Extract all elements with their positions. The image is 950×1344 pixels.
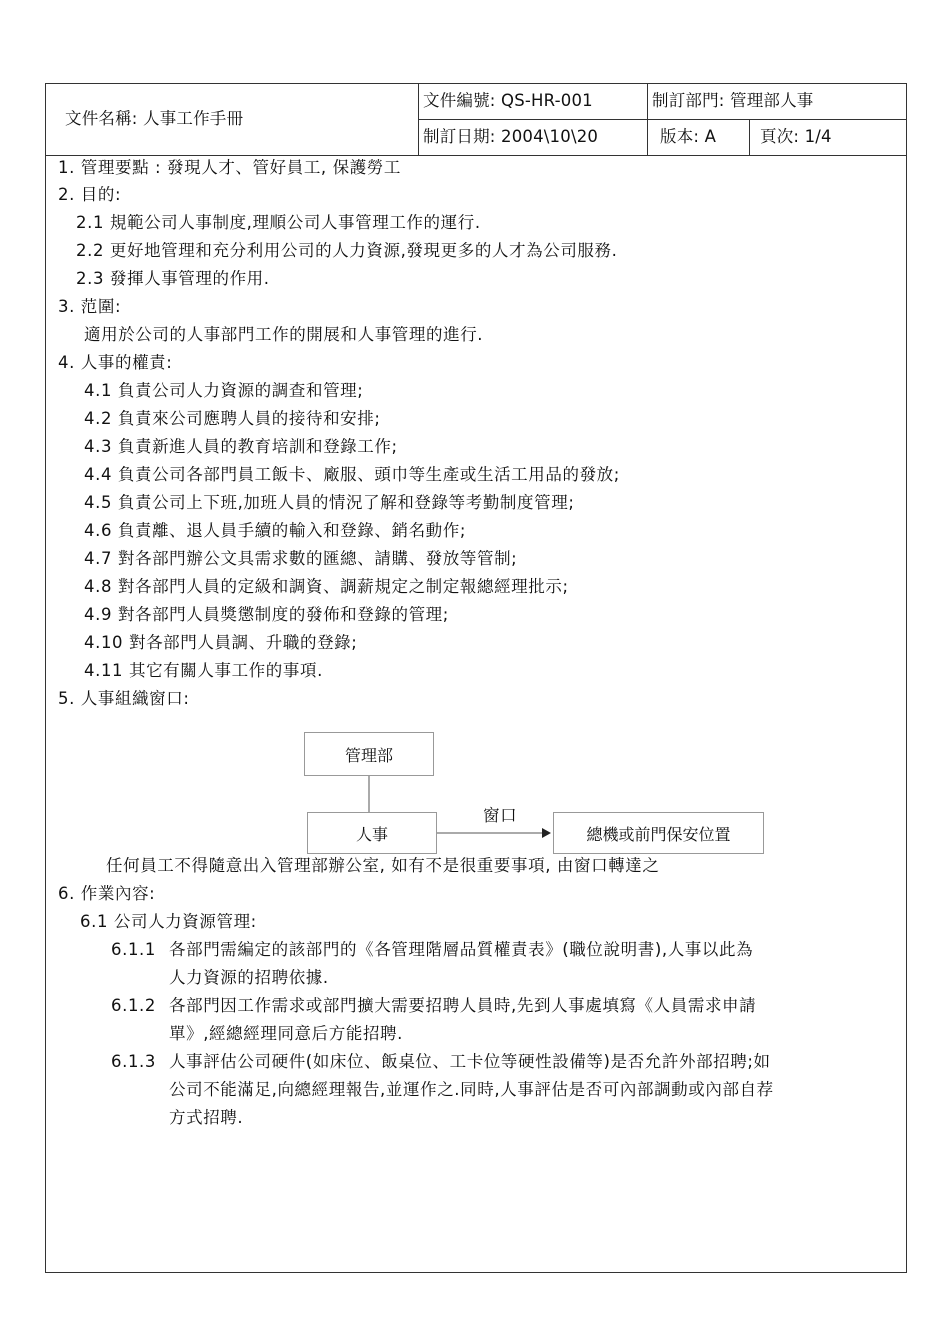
diagram-label: 總機或前門保安位置 — [586, 824, 731, 844]
section-6-1-1-line-2: 人力資源的招聘依據. — [169, 968, 329, 987]
section-5-note: 任何員工不得隨意出入管理部辦公室, 如有不是很重要事項, 由窗口轉達之 — [106, 856, 660, 875]
section-6-1-3-line-1: 人事評估公司硬件(如床位、飯桌位、工卡位等硬性設備等)是否允許外部招聘;如 — [169, 1052, 771, 1071]
dept: 制訂部門: 管理部人事 — [652, 91, 814, 110]
list-item: 4.11 其它有關人事工作的事項. — [84, 661, 323, 680]
version: 版本: A — [660, 127, 717, 146]
issue-date: 制訂日期: 2004\10\20 — [423, 127, 599, 146]
section-6-1-2-line-1: 各部門因工作需求或部門擴大需要招聘人員時,先到人事處填寫《人員需求申請 — [169, 996, 757, 1015]
list-item: 4.2 負責來公司應聘人員的接待和安排; — [84, 409, 381, 428]
section-6-1-2-line-2: 單》,經總經理同意后方能招聘. — [169, 1024, 403, 1043]
section-3-heading: 3. 范圍: — [58, 297, 122, 316]
diagram-label: 人事 — [355, 824, 388, 844]
section-2-3: 2.3 發揮人事管理的作用. — [76, 269, 270, 288]
section-2-heading: 2. 目的: — [58, 185, 122, 204]
section-6-1: 6.1 公司人力資源管理: — [80, 912, 257, 931]
page-number: 頁次: 1/4 — [760, 127, 832, 146]
diagram-edge-label: 窗口 — [483, 806, 518, 825]
section-6-1-3-line-2: 公司不能滿足,向總經理報告,並運作之.同時,人事評估是否可內部調動或內部自荐 — [169, 1080, 774, 1099]
list-item: 4.4 負責公司各部門員工飯卡、廠服、頭巾等生產或生活工用品的發放; — [84, 465, 620, 484]
section-3-body: 適用於公司的人事部門工作的開展和人事管理的進行. — [84, 325, 484, 344]
section-6-1-1-line-1: 各部門需編定的該部門的《各管理階層品質權責表》(職位說明書),人事以此為 — [169, 940, 754, 959]
list-item: 4.8 對各部門人員的定級和調資、調薪規定之制定報總經理批示; — [84, 577, 569, 596]
doc-number: 文件編號: QS-HR-001 — [423, 91, 593, 110]
list-item: 4.3 負責新進人員的教育培訓和登錄工作; — [84, 437, 398, 456]
diagram-label: 管理部 — [344, 745, 393, 765]
section-6-1-3-number: 6.1.3 — [111, 1052, 156, 1071]
list-item: 4.7 對各部門辦公文具需求數的匯總、請購、發放等管制; — [84, 549, 518, 568]
section-5-heading: 5. 人事組織窗口: — [58, 689, 190, 708]
section-6-1-2-number: 6.1.2 — [111, 996, 156, 1015]
list-item: 4.9 對各部門人員獎懲制度的發佈和登錄的管理; — [84, 605, 449, 624]
section-6-heading: 6. 作業內容: — [58, 884, 156, 903]
doc-name: 文件名稱: 人事工作手冊 — [65, 109, 244, 128]
section-6-1-1-number: 6.1.1 — [111, 940, 156, 959]
list-item: 4.6 負責離、退人員手續的輸入和登錄、銷名動作; — [84, 521, 467, 540]
list-item: 4.10 對各部門人員調、升職的登錄; — [84, 633, 358, 652]
diagram-box-window — [553, 812, 764, 854]
list-item: 4.5 負責公司上下班,加班人員的情況了解和登錄等考勤制度管理; — [84, 493, 575, 512]
section-2-2: 2.2 更好地管理和充分利用公司的人力資源,發現更多的人才為公司服務. — [76, 241, 618, 260]
section-6-1-3-line-3: 方式招聘. — [169, 1108, 244, 1127]
section-1: 1. 管理要點 : 發現人才、管好員工, 保護勞工 — [58, 158, 402, 177]
list-item: 4.1 負責公司人力資源的調查和管理; — [84, 381, 364, 400]
section-4-heading: 4. 人事的權責: — [58, 353, 173, 372]
section-2-1: 2.1 規範公司人事制度,理順公司人事管理工作的運行. — [76, 213, 481, 232]
diagram-box-hr — [307, 812, 437, 854]
diagram-box-management — [304, 732, 434, 776]
